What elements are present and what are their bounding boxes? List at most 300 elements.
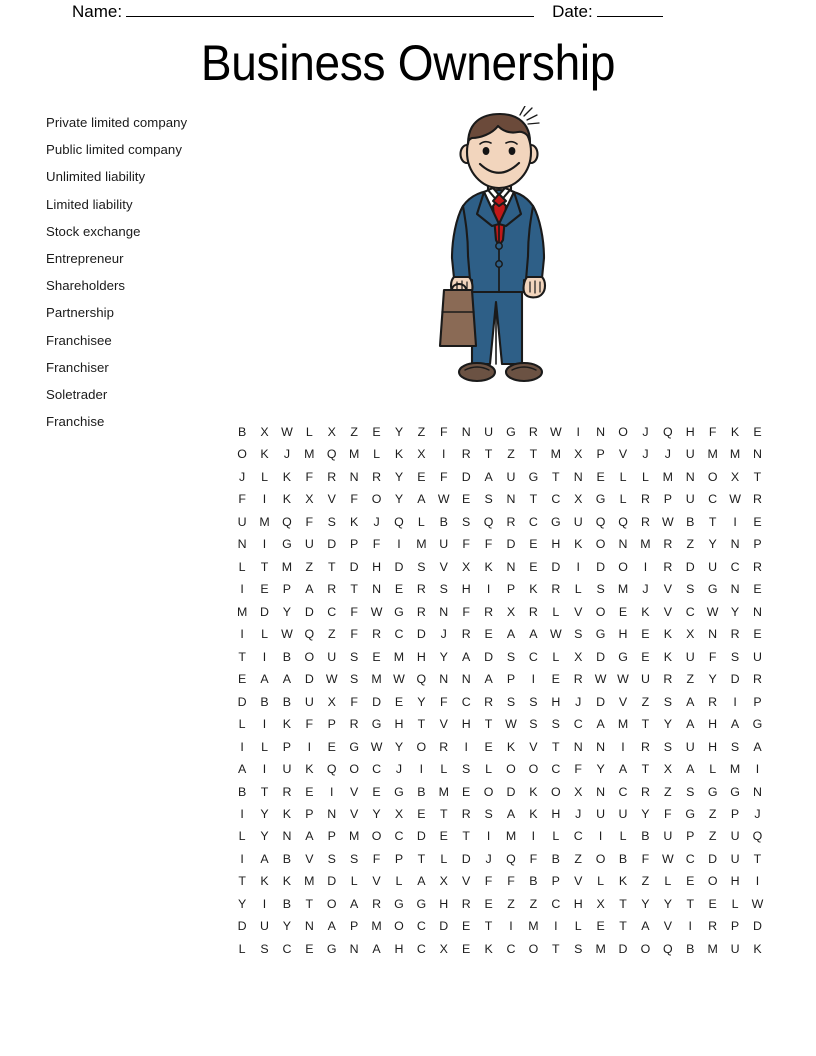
grid-cell[interactable]: E [372, 649, 381, 664]
grid-cell[interactable]: O [595, 604, 606, 619]
grid-cell[interactable]: P [551, 874, 561, 889]
grid-cell[interactable]: E [484, 627, 493, 642]
grid-cell[interactable]: R [640, 514, 651, 529]
grid-cell[interactable]: D [327, 537, 337, 552]
grid-cell[interactable]: A [730, 717, 740, 732]
grid-cell[interactable]: O [618, 425, 629, 439]
grid-cell[interactable]: T [552, 739, 560, 754]
grid-cell[interactable]: C [551, 762, 561, 777]
grid-cell[interactable]: Z [686, 672, 695, 687]
grid-cell[interactable]: T [753, 469, 762, 484]
grid-cell[interactable]: W [370, 739, 383, 754]
grid-cell[interactable]: B [282, 694, 292, 709]
list-item[interactable]: Limited liability [46, 196, 133, 212]
list-item[interactable]: Franchiser [46, 359, 109, 375]
grid-cell[interactable]: D [596, 694, 606, 709]
grid-cell[interactable]: U [685, 649, 695, 664]
grid-cell[interactable]: U [663, 829, 673, 844]
grid-cell[interactable]: Y [663, 717, 673, 732]
grid-cell[interactable]: V [618, 694, 628, 709]
date-input-line[interactable] [597, 5, 663, 17]
grid-cell[interactable]: O [416, 739, 427, 754]
grid-cell[interactable]: A [237, 762, 247, 777]
grid-cell[interactable]: E [753, 425, 762, 439]
grid-cell[interactable]: X [439, 941, 449, 956]
grid-cell[interactable]: T [260, 559, 269, 574]
grid-cell[interactable]: Y [282, 604, 292, 619]
grid-cell[interactable]: J [440, 627, 448, 642]
grid-cell[interactable]: M [304, 447, 315, 462]
grid-cell[interactable]: A [417, 874, 426, 889]
grid-cell[interactable]: C [573, 829, 583, 844]
grid-cell[interactable]: W [437, 492, 450, 507]
grid-cell[interactable]: L [664, 874, 672, 889]
grid-cell[interactable]: Y [708, 672, 717, 687]
grid-cell[interactable]: G [707, 784, 718, 799]
grid-cell[interactable]: S [462, 762, 471, 777]
list-item[interactable]: Partnership [46, 305, 114, 321]
grid-cell[interactable]: H [394, 941, 404, 956]
grid-cell[interactable]: U [640, 672, 651, 687]
grid-cell[interactable]: F [439, 694, 448, 709]
grid-cell[interactable]: E [686, 874, 695, 889]
grid-cell[interactable]: P [753, 694, 762, 709]
grid-cell[interactable]: N [372, 582, 382, 597]
grid-cell[interactable]: R [528, 604, 539, 619]
grid-cell[interactable]: V [663, 582, 673, 597]
grid-cell[interactable]: O [595, 851, 606, 866]
grid-cell[interactable]: X [305, 492, 314, 507]
grid-cell[interactable]: P [394, 851, 404, 866]
grid-cell[interactable]: C [685, 851, 695, 866]
grid-cell[interactable]: G [506, 425, 516, 439]
grid-cell[interactable]: O [528, 762, 539, 777]
grid-cell[interactable]: A [372, 941, 381, 956]
grid-cell[interactable]: F [462, 537, 471, 552]
grid-cell[interactable]: U [304, 694, 314, 709]
grid-cell[interactable]: M [662, 469, 674, 484]
grid-cell[interactable]: F [372, 851, 381, 866]
grid-cell[interactable]: H [618, 627, 628, 642]
grid-cell[interactable]: C [506, 941, 516, 956]
grid-cell[interactable]: B [618, 851, 628, 866]
grid-cell[interactable]: M [236, 604, 248, 619]
grid-cell[interactable]: Q [663, 425, 673, 439]
grid-cell[interactable]: F [529, 851, 538, 866]
grid-cell[interactable]: R [461, 447, 471, 462]
grid-cell[interactable]: B [282, 649, 292, 664]
grid-cell[interactable]: J [395, 762, 403, 777]
grid-cell[interactable]: P [327, 717, 337, 732]
grid-cell[interactable]: I [509, 919, 513, 934]
grid-cell[interactable]: P [327, 829, 337, 844]
grid-cell[interactable]: C [730, 559, 740, 574]
grid-cell[interactable]: Q [282, 514, 292, 529]
grid-cell[interactable]: S [663, 694, 673, 709]
grid-cell[interactable]: A [686, 762, 695, 777]
grid-cell[interactable]: T [350, 582, 359, 597]
grid-cell[interactable]: O [707, 874, 718, 889]
grid-cell[interactable]: H [730, 874, 740, 889]
grid-cell[interactable]: A [484, 672, 493, 687]
grid-cell[interactable]: E [260, 582, 269, 597]
grid-cell[interactable]: L [238, 559, 246, 574]
grid-cell[interactable]: E [417, 806, 426, 821]
grid-cell[interactable]: C [551, 896, 561, 911]
grid-cell[interactable]: O [506, 762, 516, 777]
grid-cell[interactable]: Z [507, 896, 515, 911]
grid-cell[interactable]: I [442, 447, 446, 462]
grid-cell[interactable]: Q [595, 514, 606, 529]
grid-cell[interactable]: X [574, 492, 583, 507]
grid-cell[interactable]: J [283, 447, 291, 462]
grid-cell[interactable]: D [685, 559, 695, 574]
grid-cell[interactable]: R [708, 919, 718, 934]
grid-cell[interactable]: Q [326, 447, 337, 462]
grid-cell[interactable]: I [240, 739, 245, 754]
grid-cell[interactable]: U [730, 941, 740, 956]
grid-cell[interactable]: A [641, 919, 650, 934]
grid-cell[interactable]: H [685, 425, 695, 439]
grid-cell[interactable]: P [730, 806, 740, 821]
grid-cell[interactable]: J [642, 425, 649, 439]
grid-cell[interactable]: L [305, 425, 313, 439]
grid-cell[interactable]: P [753, 537, 762, 552]
grid-cell[interactable]: L [350, 874, 358, 889]
grid-cell[interactable]: E [596, 919, 605, 934]
grid-cell[interactable]: F [305, 514, 314, 529]
grid-cell[interactable]: U [730, 851, 740, 866]
grid-cell[interactable]: N [327, 806, 337, 821]
grid-cell[interactable]: N [461, 425, 471, 439]
grid-cell[interactable]: Q [663, 941, 673, 956]
grid-cell[interactable]: J [575, 694, 582, 709]
grid-cell[interactable]: E [394, 694, 404, 709]
grid-cell[interactable]: H [372, 559, 382, 574]
grid-cell[interactable]: Y [663, 896, 673, 911]
grid-cell[interactable]: K [260, 874, 269, 889]
grid-cell[interactable]: H [461, 582, 471, 597]
grid-cell[interactable]: A [282, 672, 292, 687]
list-item[interactable]: Entrepreneur [46, 251, 124, 267]
grid-cell[interactable]: F [484, 874, 493, 889]
grid-cell[interactable]: G [394, 896, 404, 911]
grid-cell[interactable]: L [440, 851, 448, 866]
grid-cell[interactable]: Z [305, 559, 314, 574]
grid-cell[interactable]: N [752, 447, 763, 462]
grid-cell[interactable]: X [439, 874, 449, 889]
grid-cell[interactable]: P [282, 582, 292, 597]
grid-cell[interactable]: S [350, 851, 359, 866]
grid-cell[interactable]: T [619, 919, 627, 934]
grid-cell[interactable]: T [327, 559, 336, 574]
grid-cell[interactable]: U [260, 919, 270, 934]
grid-cell[interactable]: Z [664, 784, 672, 799]
grid-cell[interactable]: B [282, 851, 292, 866]
grid-cell[interactable]: K [753, 941, 762, 956]
grid-cell[interactable]: D [416, 829, 427, 844]
grid-cell[interactable]: I [397, 537, 401, 552]
grid-cell[interactable]: I [307, 739, 312, 754]
grid-cell[interactable]: O [483, 784, 494, 799]
grid-cell[interactable]: V [439, 717, 449, 732]
grid-cell[interactable]: F [350, 492, 359, 507]
grid-cell[interactable]: W [281, 425, 293, 439]
grid-cell[interactable]: X [462, 559, 471, 574]
grid-cell[interactable]: G [349, 739, 360, 754]
grid-cell[interactable]: I [240, 851, 245, 866]
grid-cell[interactable]: G [282, 537, 292, 552]
grid-cell[interactable]: R [416, 604, 427, 619]
grid-cell[interactable]: X [730, 469, 740, 484]
grid-cell[interactable]: C [372, 762, 382, 777]
grid-cell[interactable]: A [596, 717, 605, 732]
grid-cell[interactable]: N [506, 492, 516, 507]
grid-cell[interactable]: U [685, 492, 695, 507]
grid-cell[interactable]: D [596, 649, 606, 664]
grid-cell[interactable]: P [596, 447, 605, 462]
grid-cell[interactable]: R [416, 582, 427, 597]
grid-cell[interactable]: W [370, 604, 383, 619]
grid-cell[interactable]: K [529, 784, 538, 799]
grid-cell[interactable]: P [305, 806, 314, 821]
grid-cell[interactable]: H [708, 739, 718, 754]
grid-cell[interactable]: L [440, 762, 448, 777]
grid-cell[interactable]: Y [282, 919, 292, 934]
grid-cell[interactable]: H [708, 717, 718, 732]
grid-cell[interactable]: S [529, 694, 538, 709]
grid-cell[interactable]: D [551, 559, 561, 574]
grid-cell[interactable]: M [416, 537, 427, 552]
grid-cell[interactable]: U [237, 514, 247, 529]
grid-cell[interactable]: E [529, 559, 538, 574]
grid-cell[interactable]: D [327, 874, 337, 889]
grid-cell[interactable]: T [305, 896, 314, 911]
grid-cell[interactable]: B [237, 425, 247, 439]
grid-cell[interactable]: K [260, 447, 269, 462]
grid-cell[interactable]: M [281, 559, 293, 574]
grid-cell[interactable]: E [753, 582, 762, 597]
grid-cell[interactable]: G [685, 806, 696, 821]
list-item[interactable]: Unlimited liability [46, 169, 146, 185]
grid-cell[interactable]: S [730, 649, 740, 664]
grid-cell[interactable]: D [260, 604, 270, 619]
grid-cell[interactable]: X [394, 806, 404, 821]
grid-cell[interactable]: R [640, 492, 651, 507]
grid-cell[interactable]: A [260, 672, 269, 687]
grid-cell[interactable]: Z [641, 874, 650, 889]
grid-cell[interactable]: S [350, 649, 359, 664]
grid-cell[interactable]: W [505, 717, 518, 732]
grid-cell[interactable]: B [686, 514, 695, 529]
grid-cell[interactable]: B [686, 941, 695, 956]
grid-cell[interactable]: O [595, 537, 606, 552]
list-item[interactable]: Stock exchange [46, 223, 141, 239]
grid-cell[interactable]: T [529, 492, 538, 507]
grid-cell[interactable]: R [282, 784, 292, 799]
grid-cell[interactable]: S [484, 492, 493, 507]
list-item[interactable]: Shareholders [46, 278, 126, 294]
grid-cell[interactable]: N [304, 919, 314, 934]
grid-cell[interactable]: D [730, 672, 740, 687]
grid-cell[interactable]: A [686, 694, 695, 709]
grid-cell[interactable]: L [597, 874, 605, 889]
grid-cell[interactable]: Y [372, 806, 381, 821]
grid-cell[interactable]: M [348, 829, 360, 844]
grid-cell[interactable]: E [327, 739, 337, 754]
grid-cell[interactable]: L [238, 941, 246, 956]
grid-cell[interactable]: S [260, 941, 269, 956]
grid-cell[interactable]: A [618, 762, 628, 777]
grid-cell[interactable]: I [262, 717, 267, 732]
grid-cell[interactable]: J [373, 514, 380, 529]
grid-cell[interactable]: W [617, 672, 630, 687]
grid-cell[interactable]: R [372, 627, 382, 642]
grid-cell[interactable]: I [262, 762, 267, 777]
grid-cell[interactable]: L [485, 762, 493, 777]
grid-cell[interactable]: X [663, 762, 673, 777]
grid-cell[interactable]: M [595, 941, 606, 956]
grid-cell[interactable]: Z [686, 537, 695, 552]
grid-cell[interactable]: Q [506, 851, 516, 866]
list-item[interactable]: Soletrader [46, 387, 108, 403]
grid-cell[interactable]: M [259, 514, 270, 529]
grid-cell[interactable]: V [663, 919, 673, 934]
grid-cell[interactable]: U [327, 649, 337, 664]
grid-cell[interactable]: Z [417, 425, 426, 439]
grid-cell[interactable]: I [688, 919, 693, 934]
grid-cell[interactable]: R [461, 896, 471, 911]
grid-cell[interactable]: G [595, 627, 606, 642]
grid-cell[interactable]: Q [416, 672, 427, 687]
grid-cell[interactable]: E [417, 469, 426, 484]
grid-cell[interactable]: R [349, 717, 359, 732]
grid-cell[interactable]: M [393, 649, 405, 664]
grid-cell[interactable]: E [753, 514, 762, 529]
grid-cell[interactable]: Q [483, 514, 494, 529]
grid-cell[interactable]: Y [237, 896, 247, 911]
grid-cell[interactable]: L [552, 604, 560, 619]
grid-cell[interactable]: W [751, 896, 764, 911]
grid-cell[interactable]: M [640, 537, 651, 552]
grid-cell[interactable]: C [416, 919, 427, 934]
grid-cell[interactable]: V [574, 874, 583, 889]
grid-cell[interactable]: I [554, 919, 558, 934]
grid-cell[interactable]: D [506, 537, 516, 552]
grid-cell[interactable]: P [282, 739, 292, 754]
grid-cell[interactable]: M [348, 447, 360, 462]
grid-cell[interactable]: T [238, 649, 247, 664]
grid-cell[interactable]: K [641, 604, 650, 619]
grid-cell[interactable]: N [596, 739, 606, 754]
grid-cell[interactable]: O [618, 559, 629, 574]
grid-cell[interactable]: I [262, 896, 267, 911]
grid-cell[interactable]: T [552, 941, 560, 956]
grid-cell[interactable]: M [617, 717, 629, 732]
grid-cell[interactable]: V [350, 806, 359, 821]
grid-cell[interactable]: F [574, 762, 583, 777]
grid-cell[interactable]: K [350, 514, 359, 529]
grid-cell[interactable]: W [549, 627, 562, 642]
grid-cell[interactable]: F [305, 717, 314, 732]
grid-cell[interactable]: S [686, 784, 695, 799]
grid-cell[interactable]: U [573, 514, 583, 529]
grid-cell[interactable]: E [529, 537, 538, 552]
grid-cell[interactable]: I [419, 762, 424, 777]
grid-cell[interactable]: T [439, 806, 448, 821]
grid-cell[interactable]: Z [708, 829, 717, 844]
grid-cell[interactable]: R [327, 469, 337, 484]
grid-cell[interactable]: N [730, 582, 740, 597]
grid-cell[interactable]: E [641, 627, 650, 642]
grid-cell[interactable]: B [551, 851, 561, 866]
grid-cell[interactable]: N [506, 559, 516, 574]
grid-cell[interactable]: K [282, 874, 292, 889]
grid-cell[interactable]: M [729, 447, 741, 462]
grid-cell[interactable]: P [730, 919, 740, 934]
grid-cell[interactable]: W [393, 672, 405, 687]
grid-cell[interactable]: J [239, 469, 246, 484]
grid-cell[interactable]: X [506, 604, 516, 619]
grid-cell[interactable]: D [394, 559, 404, 574]
grid-cell[interactable]: H [551, 537, 561, 552]
grid-cell[interactable]: G [752, 717, 763, 732]
grid-cell[interactable]: G [394, 784, 404, 799]
grid-cell[interactable]: E [753, 627, 762, 642]
grid-cell[interactable]: H [461, 717, 471, 732]
grid-cell[interactable]: L [395, 874, 403, 889]
grid-cell[interactable]: K [282, 492, 292, 507]
grid-cell[interactable]: N [596, 425, 606, 439]
grid-cell[interactable]: J [642, 582, 649, 597]
grid-cell[interactable]: W [325, 672, 338, 687]
grid-cell[interactable]: N [349, 469, 359, 484]
grid-cell[interactable]: C [394, 829, 404, 844]
grid-cell[interactable]: U [484, 425, 494, 439]
grid-cell[interactable]: T [238, 874, 247, 889]
grid-cell[interactable]: F [664, 806, 672, 821]
grid-cell[interactable]: H [551, 806, 561, 821]
grid-cell[interactable]: B [529, 874, 538, 889]
grid-cell[interactable]: D [304, 604, 314, 619]
grid-cell[interactable]: F [238, 492, 247, 507]
grid-cell[interactable]: L [619, 469, 627, 484]
grid-cell[interactable]: Q [304, 627, 315, 642]
grid-cell[interactable]: D [439, 919, 449, 934]
list-item[interactable]: Public limited company [46, 142, 182, 158]
grid-cell[interactable]: K [282, 469, 292, 484]
grid-cell[interactable]: C [416, 941, 427, 956]
grid-cell[interactable]: R [752, 559, 763, 574]
grid-cell[interactable]: Z [574, 851, 583, 866]
grid-cell[interactable]: G [550, 514, 561, 529]
grid-cell[interactable]: L [619, 492, 627, 507]
grid-cell[interactable]: T [552, 469, 560, 484]
grid-cell[interactable]: B [439, 514, 449, 529]
grid-cell[interactable]: I [240, 806, 245, 821]
grid-cell[interactable]: N [708, 627, 718, 642]
grid-cell[interactable]: A [260, 851, 269, 866]
grid-cell[interactable]: O [304, 649, 315, 664]
grid-cell[interactable]: S [574, 627, 583, 642]
grid-cell[interactable]: W [729, 492, 742, 507]
grid-cell[interactable]: O [371, 829, 382, 844]
grid-cell[interactable]: F [350, 694, 359, 709]
grid-cell[interactable]: S [462, 514, 471, 529]
grid-cell[interactable]: K [529, 582, 538, 597]
grid-cell[interactable]: A [686, 717, 695, 732]
grid-cell[interactable]: R [663, 559, 673, 574]
